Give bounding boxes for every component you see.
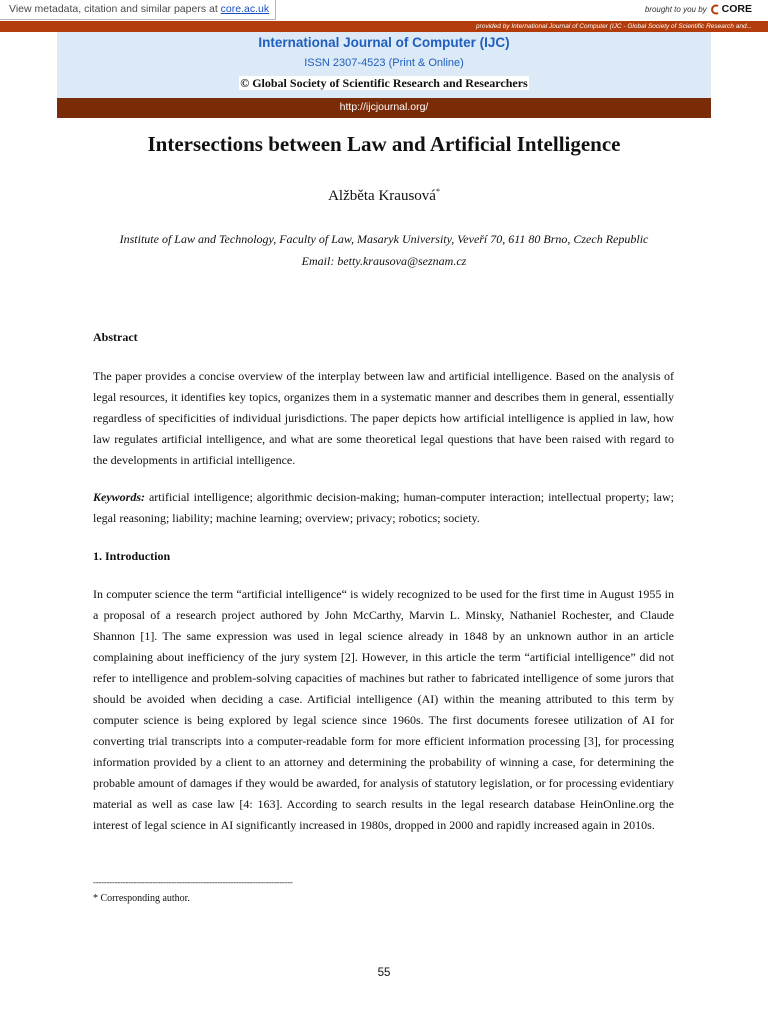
journal-society-text: © Global Society of Scientific Research and Researchers <box>240 76 528 90</box>
provided-by-text[interactable] <box>476 21 752 32</box>
author-affiliation: Institute of Law and Technology, Faculty of Law, Masaryk University, Veveří 70, 611 80 Brno, Czech Republic <box>119 232 649 246</box>
keywords-paragraph <box>93 487 674 529</box>
core-banner <box>0 0 768 21</box>
keywords-label: Keywords: <box>93 490 145 504</box>
page-number: 55 <box>377 967 391 979</box>
provided-by-prefix: provided by <box>475 23 510 30</box>
journal-url[interactable]: http://ijcjournal.org/ <box>339 101 429 113</box>
core-ac-uk-link[interactable]: core.ac.uk <box>220 3 270 15</box>
core-logo-icon <box>710 4 720 15</box>
introduction-text: In computer science the term “artificial intelligence“ is widely recognized to be used for the first time in August 1955 in a proposal of a research project authored by John McCarthy, Marvin L. Minsky, Nathaniel Rochester, and Claude Shannon [1]. The same expression was used in legal science already in 1848 by an unknown author in an article complaining about inefficiency of the jury system [2]. However, in this article the term “artificial intelligence” did not refer to intelligence and problem-solving capacities of machines but rather to fabricated intelligence of some jurors that should be avoided when deciding a case. Artificial intelligence (AI) within the meaning attributed to this term by computer science is being explored by legal science since 1960s. The first documents foresee utilization of AI for converting trial transcripts into a computer-readable form for more efficient information processing [3], for processing information provided by a client to an attorney and determining the probability of winning a case, for determining the probable amount of damages if they would be awarded, for analysis of statutory legislation, or for processing evidentiary material as well as case law [4: 163]. According to search results in the legal research database HeinOnline.org the interest of legal science in AI significantly increased in 1980s, dropped in 2000 and rapidly increased again in 2010s. <box>93 587 674 832</box>
journal-name: International Journal of Computer (IJC) <box>258 35 510 50</box>
core-brought-by[interactable] <box>645 3 752 15</box>
journal-society <box>57 76 711 91</box>
core-metadata-text: View metadata, citation and similar papers at <box>9 3 221 15</box>
core-logo-text: CORE <box>721 3 752 15</box>
core-logo[interactable] <box>710 3 752 15</box>
core-metadata-notice <box>0 0 276 20</box>
keywords-text: artificial intelligence; algorithmic decision-making; human-computer interaction; intellectual property; law; legal reasoning; liability; machine learning; overview; privacy; robotics; society. <box>93 490 674 525</box>
footnote-rule: -------------------------------------------------------------------------- <box>93 877 293 887</box>
introduction-heading: 1. Introduction <box>93 549 171 563</box>
author-line <box>0 187 768 205</box>
abstract-heading: Abstract <box>93 330 138 344</box>
footnote-text: * Corresponding author. <box>93 893 190 904</box>
provided-by-source: International Journal of Computer (IJC - Global Society of Scientific Research and... <box>511 23 752 30</box>
journal-issn: ISSN 2307-4523 (Print & Online) <box>304 57 464 69</box>
author-name: Alžběta Krausová <box>328 188 436 204</box>
journal-url-bar <box>57 98 711 118</box>
author-email: Email: betty.krausova@seznam.cz <box>301 254 467 268</box>
author-footnote-mark: * <box>435 187 440 196</box>
journal-header <box>57 32 711 98</box>
brought-to-you-text: brought to you by <box>644 4 707 14</box>
abstract-text: The paper provides a concise overview of the interplay between law and artificial intelligence. Based on the analysis of legal resources, it identifies key topics, organizes them in a systematic manner and describes them in general, essentially regardless of specificities of individual jurisdictions. The paper depicts how artificial intelligence is applied in law, how law regulates artificial intelligence, and what are some theoretical legal questions that have been raised with regard to the developments in artificial intelligence. <box>93 369 674 467</box>
paper-title: Intersections between Law and Artificial Intelligence <box>147 132 621 156</box>
provided-by-bar <box>0 21 768 32</box>
